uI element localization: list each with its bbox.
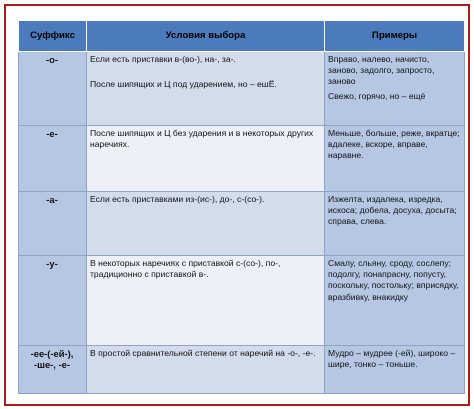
- conditions-cell: [87, 192, 325, 256]
- header-examples: Примеры: [325, 21, 465, 52]
- suffix-cell: -ее-(-ей-), -ше-, -е-: [19, 346, 87, 394]
- header-suffix: Суффикс: [19, 21, 87, 52]
- example-text: Изжелта, издалека, изредка, искоса; добела, досуха, досыта; справа, слева.: [328, 194, 457, 227]
- conditions-cell: [87, 52, 325, 126]
- table-row-a: [19, 192, 465, 256]
- examples-cell: [325, 256, 465, 346]
- example-text: Смалу, сльяну, сроду, сослепу; подолгу, понапрасну, попусту, поскольку, постольку; вприсядку, вразбивку, внакидку: [328, 258, 459, 302]
- table-header-row: [19, 21, 465, 52]
- condition-text: В некоторых наречиях с приставкой с-(со-), по-, традиционно с приставкой в-.: [90, 258, 281, 280]
- example-text: Мудро – мудрее (-ей), широко – шире, тонко – тоньше.: [328, 348, 456, 370]
- suffix-cell: -е-: [19, 126, 87, 192]
- condition-text: После шипящих и Ц под ударением, но – ешЁ.: [90, 79, 277, 90]
- examples-cell: [325, 192, 465, 256]
- examples-cell: [325, 126, 465, 192]
- table-row-u: [19, 256, 465, 346]
- conditions-cell: [87, 256, 325, 346]
- suffix-cell: -о-: [19, 52, 87, 126]
- condition-text: Если есть приставками из-(ис-), до-, с-(со-).: [90, 194, 265, 204]
- condition-text: После шипящих и Ц без ударения и в некоторых других наречиях.: [90, 128, 314, 150]
- suffix-cell: -а-: [19, 192, 87, 256]
- suffix-rules-table: [18, 20, 465, 394]
- suffix-cell: -у-: [19, 256, 87, 346]
- example-text: Свежо, горячо, но – ещё: [328, 90, 426, 101]
- condition-text: В простой сравнительной степени от наречий на -о-, -е-.: [90, 348, 316, 358]
- table-row-e: [19, 126, 465, 192]
- conditions-cell: [87, 346, 325, 394]
- header-conditions: Условия выбора: [87, 21, 325, 52]
- example-text: Вправо, налево, начисто, заново, задолго, запросто, заново: [328, 54, 435, 87]
- examples-cell: [325, 346, 465, 394]
- table-row-o: [19, 52, 465, 126]
- conditions-cell: [87, 126, 325, 192]
- condition-text: Если есть приставки в-(во-), на-, за-.: [90, 54, 236, 64]
- document-frame: [4, 4, 470, 406]
- examples-cell: [325, 52, 465, 126]
- table-row-ee: [19, 346, 465, 394]
- example-text: Меньше, больше, реже, вкратце; вдалеке, вскоре, вправе, наравне.: [328, 128, 460, 161]
